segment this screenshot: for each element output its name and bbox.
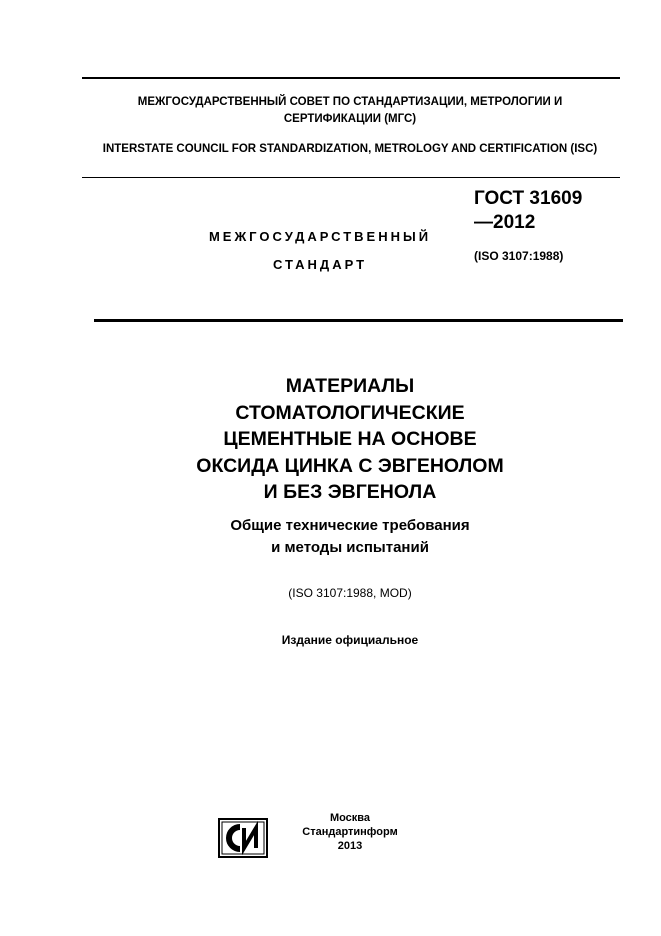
subtitle-line: Общие технические требования xyxy=(230,517,470,534)
document-title xyxy=(120,373,580,506)
publisher-block xyxy=(280,811,420,853)
publisher-name: Стандартинформ xyxy=(302,826,398,838)
standard-kind-line1: МЕЖГОСУДАРСТВЕННЫЙ xyxy=(208,229,432,244)
title-line: И БЕЗ ЭВГЕНОЛА xyxy=(263,481,437,503)
document-subtitle xyxy=(120,515,580,559)
title-line: МАТЕРИАЛЫ xyxy=(285,375,415,397)
gost-number-line2: —2012 xyxy=(474,212,536,233)
title-line: ОКСИДА ЦИНКА С ЭВГЕНОЛОМ xyxy=(196,454,504,477)
edition-label: Издание официальное xyxy=(281,633,419,647)
council-name-ru: МЕЖГОСУДАРСТВЕННЫЙ СОВЕТ ПО СТАНДАРТИЗАЦИИ, МЕТРОЛОГИИ И СЕРТИФИКАЦИИ (МГС) xyxy=(137,96,563,125)
publisher-city: Москва xyxy=(329,812,371,824)
header-bottom-rule xyxy=(94,319,623,322)
council-divider xyxy=(82,177,620,178)
gost-number-line1: ГОСТ 31609 xyxy=(474,188,583,209)
title-line: СТОМАТОЛОГИЧЕСКИЕ xyxy=(235,401,465,424)
top-rule xyxy=(82,77,620,79)
gost-number xyxy=(474,187,644,235)
iso-reference: (ISO 3107:1988) xyxy=(474,249,564,263)
council-name-en: INTERSTATE COUNCIL FOR STANDARDIZATION, METROLOGY AND CERTIFICATION (ISC) xyxy=(102,143,598,155)
publication-year: 2013 xyxy=(337,840,363,852)
title-line: ЦЕМЕНТНЫЕ НА ОСНОВЕ xyxy=(223,428,477,450)
subtitle-line: и методы испытаний xyxy=(271,539,429,556)
standard-kind-line2: СТАНДАРТ xyxy=(272,257,368,272)
modification-reference: (ISO 3107:1988, MOD) xyxy=(288,586,412,600)
standartinform-logo-icon xyxy=(218,818,268,858)
